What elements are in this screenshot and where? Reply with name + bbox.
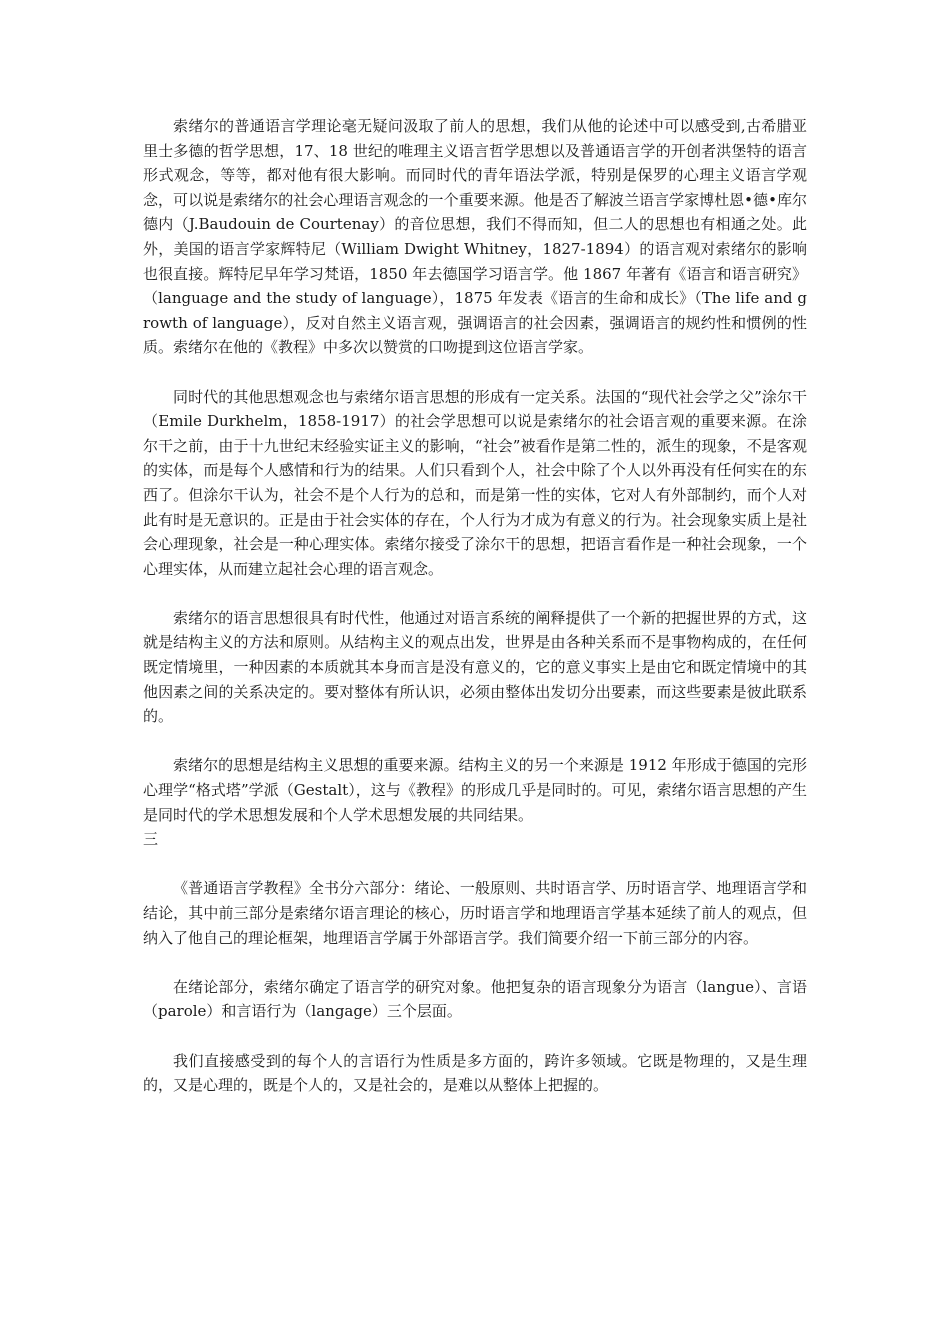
paragraph-2: 同时代的其他思想观念也与索绪尔语言思想的形成有一定关系。法国的“现代社会学之父”涂尔干（Emile Durkhelm，1858-1917）的社会学思想可以说是索绪尔的社会语言观的重要来源。在涂尔干之前，由于十九世纪末经验实证主义的影响，“社会”被看作是第二性的，派生的现象，不是客观的实体，而是每个人感情和行为的结果。人们只看到个人，社会中除了个人以外再没有任何实在的东西了。但涂尔干认为，社会不是个人行为的总和，而是第一性的实体，它对人有外部制约，而个人对此有时是无意识的。正是由于社会实体的存在，个人行为才成为有意义的行为。社会现象实质上是社会心理现象，社会是一种心理实体。索绪尔接受了涂尔干的思想，把语言看作是一种社会现象，一个心理实体，从而建立起社会心理的语言观念。 [143, 387, 807, 578]
paragraph-4: 索绪尔的思想是结构主义思想的重要来源。结构主义的另一个来源是 1912 年形成于德国的完形心理学“格式塔”学派（Gestalt），这与《教程》的形成几乎是同时的。可见，索绪尔语言思想的产生是同时代的学术思想发展和个人学术思想发展的共同结果。 [143, 756, 807, 824]
paragraph-1: 索绪尔的普通语言学理论毫无疑问汲取了前人的思想，我们从他的论述中可以感受到,古希腊亚里士多德的哲学思想，17、18 世纪的唯理主义语言哲学思想以及普通语言学的开创者洪堡特的语言形式观念，等等，都对他有很大影响。而同时代的青年语法学派，特别是保罗的心理主义语言学观念，可以说是索绪尔的社会心理语言观念的一个重要来源。他是否了解波兰语言学家博杜恩•德•库尔德内（J.Baudouin de Courtenay）的音位思想，我们不得而知，但二人的思想也有相通之处。此外，美国的语言学家辉特尼（William Dwight Whitney，1827-1894）的语言观对索绪尔的影响也很直接。辉特尼早年学习梵语，1850 年去德国学习语言学。他 1867 年著有《语言和语言研究》（language and the study of language），1875 年发表《语言的生命和成长》（The life and growth of language），反对自然主义语言观，强调语言的社会因素，强调语言的规约性和惯例的性质。索绪尔在他的《教程》中多次以赞赏的口吻提到这位语言学家。 [143, 117, 807, 357]
paragraph-3: 索绪尔的语言思想很具有时代性，他通过对语言系统的阐释提供了一个新的把握世界的方式，这就是结构主义的方法和原则。从结构主义的观点出发，世界是由各种关系而不是事物构成的，在任何既定情境里，一种因素的本质就其本身而言是没有意义的，它的意义事实上是由它和既定情境中的其他因素之间的关系决定的。要对整体有所认识，必须由整体出发切分出要素，而这些要素是彼此联系的。 [143, 608, 807, 726]
section-heading: 三 [143, 830, 159, 849]
document-page [143, 114, 807, 1098]
paragraph-5: 《普通语言学教程》全书分六部分：绪论、一般原则、共时语言学、历时语言学、地理语言学和结论，其中前三部分是索绪尔语言理论的核心，历时语言学和地理语言学基本延续了前人的观点，但纳入了他自己的理论框架，地理语言学属于外部语言学。我们简要介绍一下前三部分的内容。 [143, 879, 807, 947]
paragraph-7: 我们直接感受到的每个人的言语行为性质是多方面的，跨许多领域。它既是物理的，又是生理的，又是心理的，既是个人的，又是社会的，是难以从整体上把握的。 [143, 1051, 807, 1095]
paragraph-6: 在绪论部分，索绪尔确定了语言学的研究对象。他把复杂的语言现象分为语言（langue）、言语（parole）和言语行为（langage）三个层面。 [143, 977, 807, 1021]
